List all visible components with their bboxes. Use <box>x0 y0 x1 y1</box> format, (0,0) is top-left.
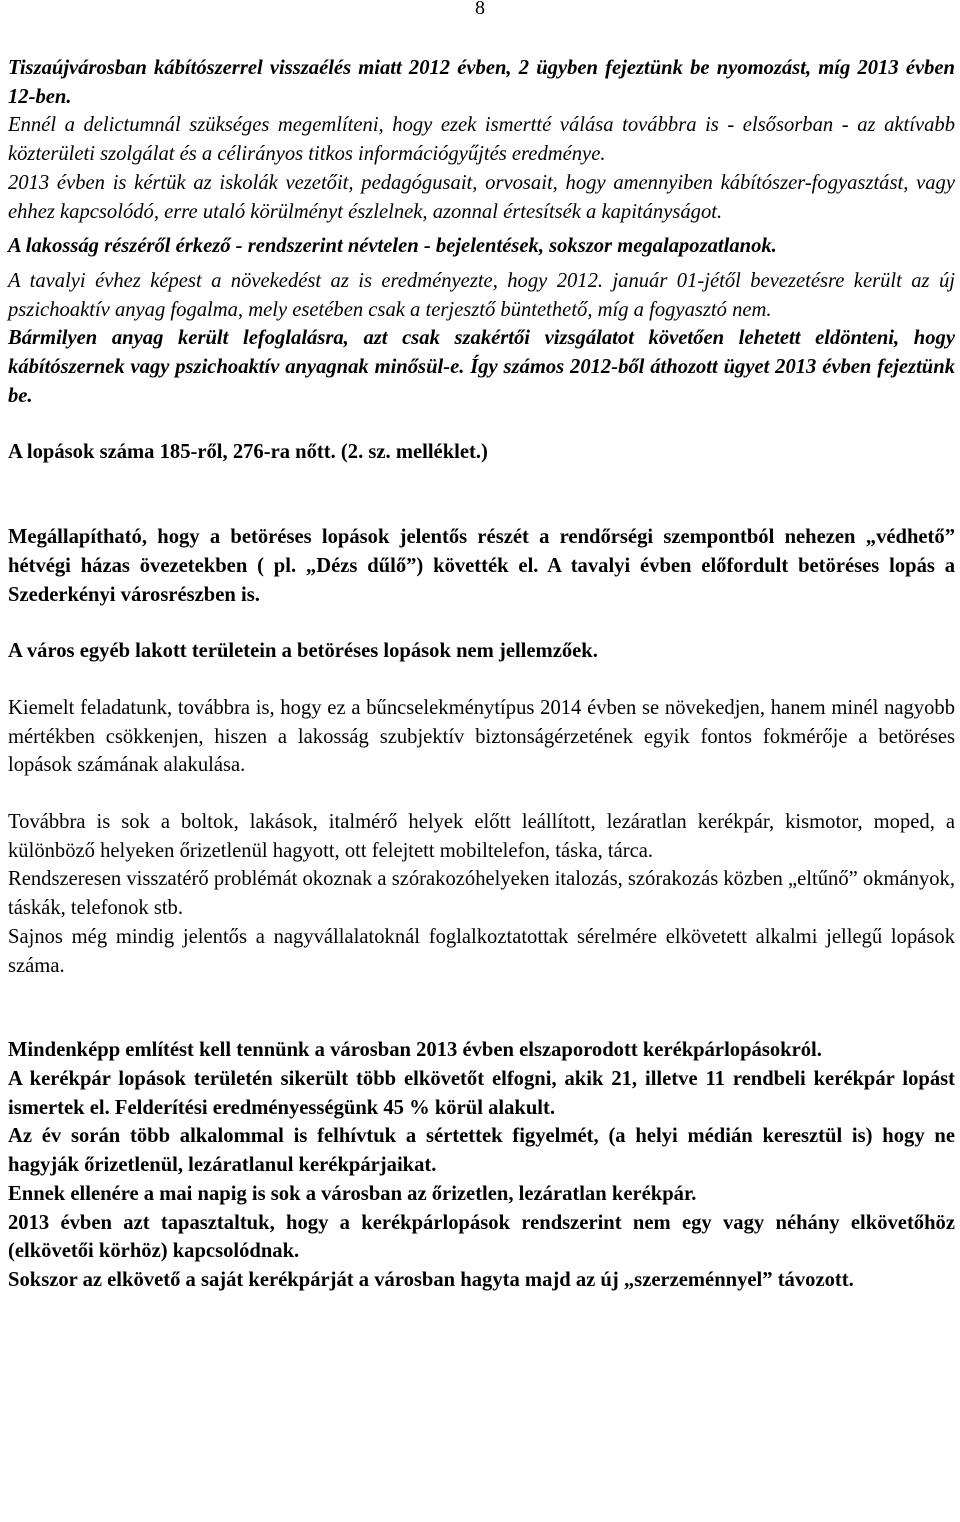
paragraph-expert-review <box>8 324 955 410</box>
paragraph-unattended-items: Továbbra is sok a boltok, lakások, italmérő helyek előtt leállított, lezáratlan kerékpár, kismotor, moped, a különböző helyeken őrizetlenül hagyott, ott felejtett mobiltelefon, táska, tárca. <box>8 811 955 862</box>
paragraph-nightlife: Rendszeresen visszatérő problémát okoznak a szórakozóhelyeken italozás, szórakozás közben „eltűnő” okmányok, táskák, telefonok stb. <box>8 868 955 920</box>
paragraph-swapped-bikes: Sokszor az elkövető a saját kerékpárját a városban hagyta majd az új „szerzeménnyel” távozott. <box>8 1268 854 1291</box>
paragraph-offenders: 2013 évben azt tapasztaltuk, hogy a kerékpárlopások rendszerint nem egy vagy néhány elkövetőhöz (elkövetői körhöz) kapcsolódnak. <box>8 1211 955 1263</box>
paragraph-awareness: Az év során több alkalommal is felhívtuk a sértettek figyelmét, (a helyi médián keresztül is) hogy ne hagyják őrizetlenül, lezáratlanul kerékpárjaikat. <box>8 1125 955 1177</box>
paragraph-other-areas: A város egyéb lakott területein a betöréses lopások nem jellemzőek. <box>8 640 598 663</box>
paragraph-psychoactive: A tavalyi évhez képest a növekedést az is eredményezte, hogy 2012. január 01-jétől bevezetésre került az új pszichoaktív anyag fogalma, mely esetében csak a terjesztő büntethető, míg a fogyasztó nem. <box>8 269 955 321</box>
paragraph-delictum: Ennél a delictumnál szükséges megemlíteni, hogy ezek ismertté válása továbbra is - elsősorban - az aktívabb közterületi szolgálat és a célirányos titkos információgyűjtés eredménye. <box>8 114 955 166</box>
carried-over-cases-text: Így számos 2012-ből áthozott ügyet 2013 évben fejeztünk be. <box>8 356 955 407</box>
paragraph-still-unlocked: Ennek ellenére a mai napig is sok a városban az őrizetlen, lezáratlan kerékpár. <box>8 1182 697 1205</box>
paragraph-bicycle-thefts: Mindenképp említést kell tennünk a városban 2013 évben elszaporodott kerékpárlopásokról. <box>8 1039 822 1062</box>
document-body <box>8 54 955 1295</box>
paragraph-public-reports: A lakosság részéről érkező - rendszerint névtelen - bejelentések, sokszor megalapozatlanok. <box>8 235 777 258</box>
paragraph-priority-task: Kiemelt feladatunk, továbbra is, hogy ez a bűncselekménytípus 2014 évben se növekedjen, hanem minél nagyobb mértékben csökkenjen, hiszen a lakosság szubjektív biztonságérzetének egyik fontos fokmérője a betöréses lopások számának alakulása. <box>8 696 955 777</box>
page-number: 8 <box>475 0 485 19</box>
paragraph-drug-cases: Tiszaújvárosban kábítószerrel visszaélés miatt 2012 évben, 2 ügyben fejeztünk be nyomozást, míg 2013 évben 12-ben. <box>8 57 955 108</box>
paragraph-thefts-count: A lopások száma 185-ről, 276-ra nőtt. (2. sz. melléklet.) <box>8 441 488 464</box>
paragraph-schools: 2013 évben is kértük az iskolák vezetőit, pedagógusait, orvosait, hogy amennyiben kábítószer-fogyasztást, vagy ehhez kapcsolódó, erre utaló körülményt észlelnek, azonnal értesítsék a kapitányságot. <box>8 171 955 223</box>
paragraph-bicycle-arrests: A kerékpár lopások területén sikerült több elkövetőt elfogni, akik 21, illetve 11 rendbeli kerékpár lopást ismertek el. Felderítési eredményességünk 45 % körül alakult. <box>8 1067 955 1119</box>
expert-review-text: Bármilyen anyag került lefoglalásra, azt csak szakértői vizsgálatot követően lehetett eldönteni, hogy kábítószernek vagy pszichoaktív anyagnak minősül-e. <box>8 327 955 379</box>
paragraph-workplace-thefts: Sajnos még mindig jelentős a nagyvállalatoknál foglalkoztatottak sérelmére elkövetett alkalmi jellegű lopások száma. <box>8 925 955 977</box>
paragraph-burglaries: Megállapítható, hogy a betöréses lopások jelentős részét a rendőrségi szempontból nehezen „védhető” hétvégi házas övezetekben ( pl. „Dézs dűlő”) követték el. A tavalyi évben előfordult betöréses lopás a Szederkényi városrészben is. <box>8 526 955 606</box>
